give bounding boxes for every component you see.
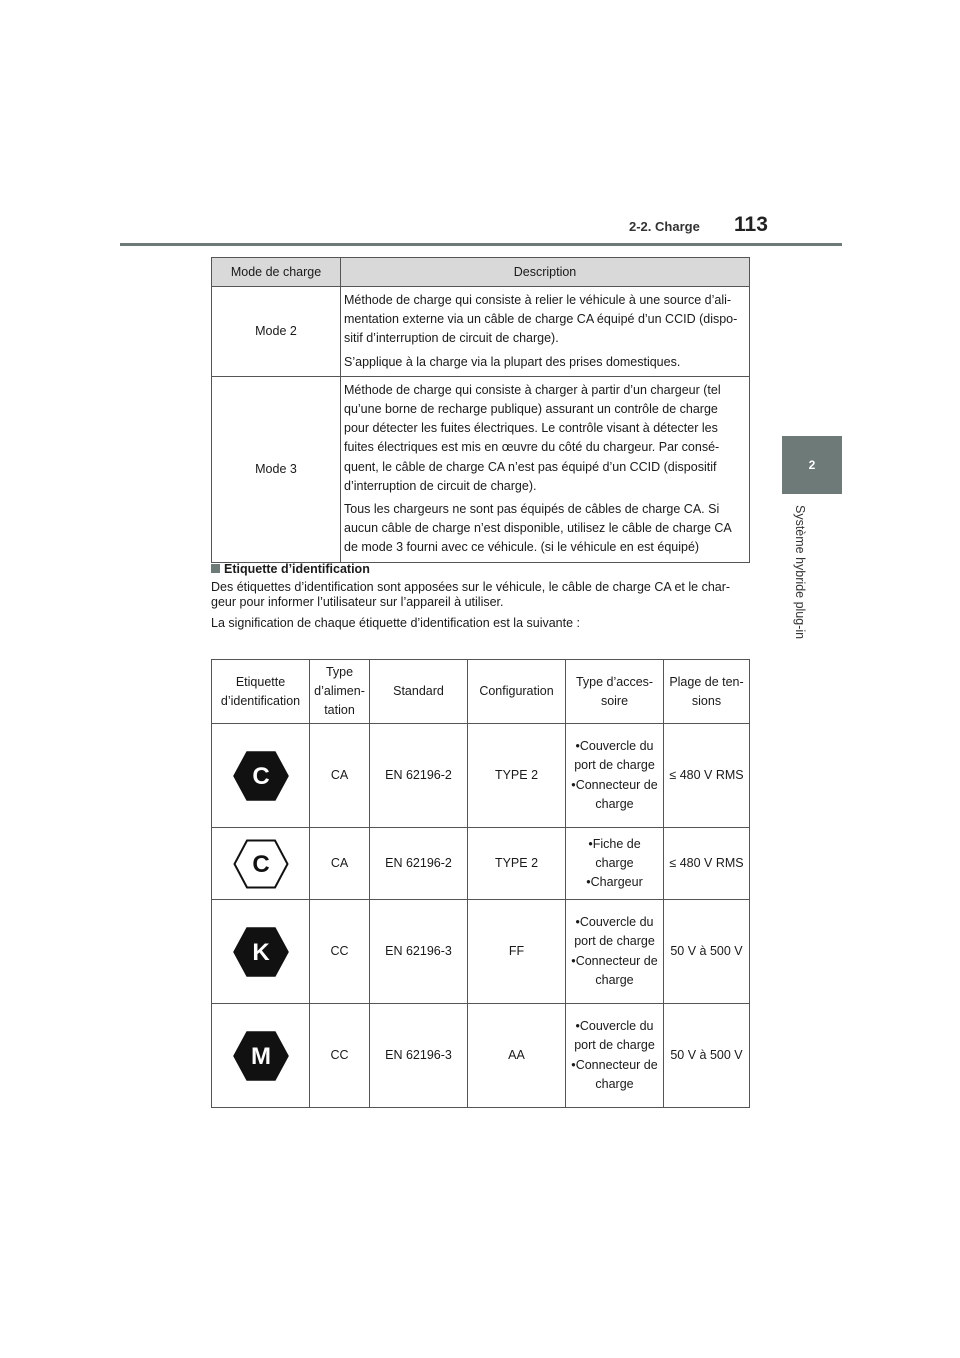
- accessory-item: • Connecteur de charge: [568, 1056, 661, 1095]
- description-text: Méthode de charge qui consiste à relier le véhicule à une source d’ali-mentation externe via un câble de charge CA équipé d’un CCID (dispo-sitif d’interruption de circuit de charge).: [344, 293, 738, 346]
- accessory-item: • Chargeur: [568, 873, 661, 892]
- accessory-item: • Fiche de charge: [568, 835, 661, 874]
- table-row: [212, 376, 750, 562]
- accessory-item: • Connecteur de charge: [568, 776, 661, 815]
- voltage-cell: ≤ 480 V RMS: [664, 724, 750, 828]
- header-configuration: Configuration: [468, 660, 566, 724]
- label-cell: [212, 900, 310, 1004]
- label-cell: [212, 828, 310, 900]
- configuration-cell: TYPE 2: [468, 724, 566, 828]
- description-cell: [341, 376, 750, 562]
- supply-cell: CA: [310, 724, 370, 828]
- intro-paragraph: Des étiquettes d’identification sont apposées sur le véhicule, le câble de charge CA et le char-geur pour informer l’utilisateur sur l’appareil à utiliser.: [211, 580, 731, 609]
- intro-paragraph-2: La signification de chaque étiquette d’identification est la suivante :: [211, 616, 580, 630]
- accessory-item: • Couvercle du port de charge: [568, 737, 661, 776]
- identification-label-table: [211, 659, 750, 1108]
- header-accessory: Type d’acces-soire: [566, 660, 664, 724]
- standard-cell: EN 62196-3: [370, 1004, 468, 1108]
- header-supply: Type d’alimen-tation: [310, 660, 370, 724]
- header-rule: [120, 243, 842, 246]
- supply-cell: CC: [310, 1004, 370, 1108]
- accessory-item: • Couvercle du port de charge: [568, 913, 661, 952]
- supply-cell: CC: [310, 900, 370, 1004]
- accessory-cell: [566, 1004, 664, 1108]
- standard-cell: EN 62196-2: [370, 828, 468, 900]
- header-mode: Mode de charge: [212, 258, 341, 287]
- standard-cell: EN 62196-3: [370, 900, 468, 1004]
- chapter-title-text: Système hybride plug-in: [793, 505, 807, 640]
- header-standard: Standard: [370, 660, 468, 724]
- hexagon-c-filled-icon: [233, 751, 289, 801]
- description-text: Méthode de charge qui consiste à charger à partir d’un chargeur (tel qu’une borne de recharge publique) assurant un contrôle de charge pour détecter les fuites électriques. Le contrôle visant à détecter les fuites électriques est mis en œuvre du côté du chargeur. Par consé-quent, le câble de charge CA n’est pas équipé d’un CCID (dispositif d’interruption de circuit de charge).: [344, 382, 721, 493]
- hexagon-m-filled-icon: [233, 1031, 289, 1081]
- hexagon-c-outline-icon: [233, 839, 289, 889]
- mode-cell: Mode 3: [212, 376, 341, 562]
- configuration-cell: AA: [468, 1004, 566, 1108]
- table-row: [212, 828, 750, 900]
- header-description: Description: [341, 258, 750, 287]
- table-row: [212, 724, 750, 828]
- configuration-cell: TYPE 2: [468, 828, 566, 900]
- accessory-item: • Couvercle du port de charge: [568, 1017, 661, 1056]
- section-heading: [211, 562, 370, 576]
- svg-text:M: M: [250, 1042, 271, 1070]
- header-voltage: Plage de ten-sions: [664, 660, 750, 724]
- mode-cell: Mode 2: [212, 287, 341, 377]
- table-row: [212, 287, 750, 377]
- svg-text:K: K: [251, 938, 270, 966]
- accessory-cell: [566, 724, 664, 828]
- svg-text:C: C: [251, 850, 270, 878]
- svg-text:C: C: [251, 762, 270, 790]
- hexagon-k-filled-icon: [233, 927, 289, 977]
- section-label: 2-2. Charge: [629, 219, 700, 234]
- header-label: Etiquette d’identification: [212, 660, 310, 724]
- description-text: S’applique à la charge via la plupart des prises domestiques.: [344, 354, 681, 369]
- voltage-cell: ≤ 480 V RMS: [664, 828, 750, 900]
- chapter-title: [793, 505, 821, 655]
- square-bullet-icon: [211, 564, 220, 573]
- accessory-cell: [566, 828, 664, 900]
- accessory-cell: [566, 900, 664, 1004]
- section-heading-text: Etiquette d’identification: [224, 562, 370, 576]
- chapter-tab[interactable]: [782, 436, 842, 494]
- charge-mode-table: [211, 257, 750, 563]
- label-cell: [212, 1004, 310, 1108]
- voltage-cell: 50 V à 500 V: [664, 1004, 750, 1108]
- chapter-number: 2: [808, 458, 816, 472]
- description-cell: [341, 287, 750, 377]
- label-cell: [212, 724, 310, 828]
- configuration-cell: FF: [468, 900, 566, 1004]
- table-row: [212, 900, 750, 1004]
- standard-cell: EN 62196-2: [370, 724, 468, 828]
- page-number: 113: [734, 213, 768, 236]
- accessory-item: • Connecteur de charge: [568, 952, 661, 991]
- supply-cell: CA: [310, 828, 370, 900]
- description-text: Tous les chargeurs ne sont pas équipés de câbles de charge CA. Si aucun câble de charge n’est disponible, utilisez le câble de charge CA de mode 3 fourni avec ce véhicule. (si le véhicule en est équipé): [344, 502, 732, 555]
- table-row: [212, 1004, 750, 1108]
- voltage-cell: 50 V à 500 V: [664, 900, 750, 1004]
